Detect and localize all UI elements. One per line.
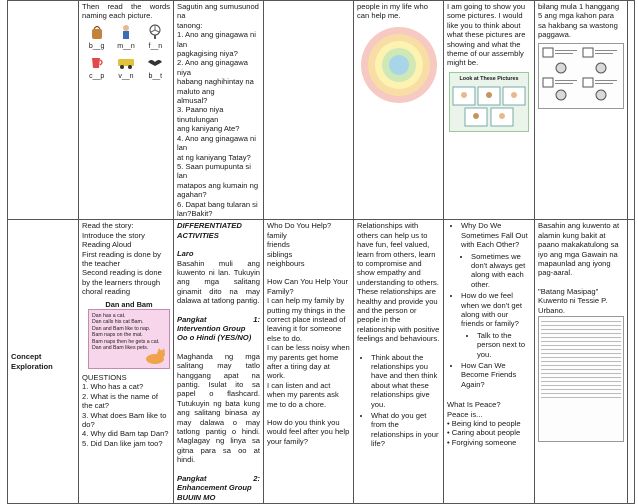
filipino-line: 6. Dapat bang tularan si (177, 199, 258, 209)
relationship-circles-diagram (359, 25, 439, 105)
group1-text: Maghanda ng mga salitang may tatlo hanggang apat na pantig. Isulat ito sa papel o flashcard. Tutukuyin ng bata kung ang salitang binasa ay may dalawa o may tatlong pantig o hindi. Maglagay ng linya sa gitna para sa oo at hindi. (177, 351, 260, 465)
worksheet-lines (541, 321, 621, 398)
intro-line: Reading Aloud (82, 240, 132, 250)
intro-instruction: Then read the words naming each picture. (82, 2, 170, 21)
word-bat: b__t (148, 73, 163, 81)
fan-picture (142, 24, 168, 51)
pictures-image-title: Look at These Pictures (459, 75, 519, 82)
story-title: Dan and Bam (105, 299, 153, 309)
list-item: • Sometimes we don't always get along with each other. (471, 252, 531, 290)
van-picture (113, 54, 139, 81)
cup-icon (89, 54, 105, 70)
filipino-cell-bottom (174, 220, 264, 504)
filipino-line: ang kaniyang Ate? (177, 124, 240, 134)
peace-is: Peace is... (447, 409, 483, 419)
intro-line: Read the story: (82, 221, 134, 231)
relationships-cell-bottom (354, 220, 444, 504)
relationships-bullets (357, 353, 440, 449)
word-cup: c__p (89, 73, 105, 81)
story-line: Bam naps on the mat. (92, 332, 143, 339)
filipino-line: 3. Paano niya tinutulungan (177, 105, 224, 124)
filipino-line: matapos ang kumain ng (177, 180, 259, 190)
who-line: I can listen and act when my parents ask me to do a chore. (267, 380, 339, 409)
filipino-line: 5. Saan pumupunta si lan (177, 161, 251, 181)
edge-cell-bottom (628, 220, 635, 504)
filipino-line: maluto ang (177, 86, 215, 96)
story-image (88, 300, 170, 369)
group2-title: Pangkat 2: Enhancement Group (177, 473, 260, 493)
who-cell-bottom (264, 220, 354, 504)
lesson-table (7, 0, 635, 504)
word-man: m__n (117, 42, 135, 50)
list-item: • How do we feel when we don't get along with our friends or family? (461, 291, 531, 329)
questions-worksheet-image (538, 316, 624, 442)
peace-list (447, 419, 531, 447)
intro-line: Second reading is done by the learners through choral reading (82, 268, 162, 297)
question-item: 5. Did Dan like jam too? (82, 438, 163, 448)
fan-icon (147, 24, 163, 40)
filipino-line: lan?Bakit? (177, 208, 213, 218)
question-item: 4. Why did Bam tap Dan? (82, 429, 169, 439)
intro-line: First reading is done by the teacher (82, 249, 161, 268)
who-line: neighbours (267, 258, 305, 268)
differentiated-heading: DIFFERENTIATED ACTIVITIES (177, 221, 242, 240)
who-line: siblings (267, 249, 293, 259)
man-picture (113, 24, 139, 51)
group2-subtitle: BUUIN MO (177, 492, 216, 502)
pictures-cell-bottom (444, 220, 535, 504)
van-icon (117, 54, 135, 70)
table-row (8, 1, 635, 220)
who-line: friends (267, 240, 290, 250)
word-pictures-row-1 (82, 24, 170, 51)
story-line: Dan calls his cat Bam. (92, 319, 144, 326)
pictures-image (449, 72, 529, 132)
filipino-line: pagkagising niya? (177, 49, 238, 59)
bat-icon (147, 54, 163, 70)
group1-title: Pangkat 1: Intervention Group (177, 314, 260, 333)
filipino-line: 4. Ano ang ginagawa ni lan (177, 133, 256, 153)
list-item: • Caring about people (447, 428, 531, 437)
question-item: 3. What does Bam like to do? (82, 410, 167, 430)
fallout-bullets (447, 221, 531, 249)
list-item: • Think about the relationships you have and then think about what these relationships give you. (371, 353, 440, 409)
man-icon (118, 24, 134, 40)
who-line: How do you think you would feel after you help your family? (267, 418, 350, 446)
who-line: Who Do You Help? (267, 221, 332, 231)
story-line: Bam naps then he gets a cat. (92, 338, 160, 345)
who-line: I can help my family by putting my things in the correct place instead of leaving it for someone else to do. (267, 296, 346, 343)
esp-cell-top (535, 1, 628, 220)
row-label-empty (8, 1, 79, 220)
list-item: • Being kind to people (447, 419, 531, 428)
bag-picture (84, 24, 110, 51)
word-pictures-row-2 (82, 54, 170, 81)
list-item: • Talk to the person next to you. (477, 331, 531, 359)
who-cell-top (264, 1, 354, 220)
story-line: Dan has a cat. (92, 313, 126, 319)
intro-line: Introduce the story (82, 230, 145, 240)
question-item: 1. Who has a cat? (82, 382, 144, 392)
intro-cell-top (79, 1, 174, 220)
section-label: Concept Exploration (8, 220, 79, 504)
bag-icon (89, 24, 105, 40)
list-item: • How Can We Become Friends Again? (461, 361, 531, 389)
who-line: family (267, 230, 287, 240)
esp-cell-bottom (535, 220, 628, 504)
steps-worksheet-image (538, 43, 624, 109)
filipino-line: at ng kaniyang Tatay? (177, 152, 251, 162)
cat-icon (144, 347, 166, 365)
who-line: I can be less noisy when my parents get home after a tiring day at work. (267, 343, 350, 381)
edge-cell-top (628, 1, 635, 220)
bat-picture (142, 54, 168, 81)
list-item: • Why Do We Sometimes Fall Out with Each Other? (461, 221, 531, 249)
story-card (88, 309, 170, 369)
who-line: How Can You Help Your Family? (267, 277, 349, 296)
esp-intro: bilang mula 1 hanggang 5 ang mga kahon para sa hakbang sa wastong paggawa. (538, 2, 620, 40)
filipino-cell-top (174, 1, 264, 220)
table-row (8, 220, 635, 504)
questions-heading: QUESTIONS (82, 373, 127, 382)
friends-again-bullets (447, 361, 531, 389)
intro-cell-bottom (79, 220, 174, 504)
group1-subtitle: Oo o Hindi (YES/NO) (177, 333, 252, 343)
filipino-line: 1. Ano ang ginagawa ni lan (177, 30, 256, 49)
word-bag: b__g (88, 42, 105, 50)
pictures-intro: I am going to show you some pictures. I would like you to think about what these pictures are showing and what the theme of our assembly might be. (447, 2, 526, 68)
question-item: 2. What is the name of the cat? (82, 391, 158, 411)
talk-sub-bullets (447, 331, 531, 359)
list-item: • What do you get from the relationships in your life? (371, 411, 440, 449)
filipino-line: almusal? (177, 96, 208, 106)
peace-question: What Is Peace? (447, 400, 501, 410)
word-fan: f__n (148, 42, 163, 50)
cup-picture (84, 54, 110, 81)
relationships-intro: people in my life who can help me. (357, 2, 428, 21)
fallout-sub-bullets (447, 252, 531, 290)
esp-story-title: "Batang Masipag" Kuwento ni Tessie P. Urbano. (538, 286, 608, 315)
laro-text: Basahin muli ang kuwento ni lan. Tukuyin ang mga salitang ginamit dito na may dalawa at tatlong pantig. (177, 258, 260, 306)
steps-illustration (541, 46, 621, 102)
relationships-text: Relationships with others can help us to have fun, feel valued, learn from others, learn to compromise and show empathy and understanding to others. These relationships are healthy and provide you and the person or people in the relationship with positive feelings and behaviours. (357, 221, 440, 344)
story-line: Dan and Bam likes pets. (92, 345, 149, 352)
feel-bullets (447, 291, 531, 329)
friends-illustration (450, 85, 528, 129)
filipino-line: tanong: (177, 20, 203, 30)
filipino-line: 2. Ano ang ginagawa niya (177, 58, 248, 77)
laro-heading: Laro (177, 249, 194, 259)
filipino-line: habang naghihintay na (177, 77, 254, 87)
relationships-cell-top (354, 1, 444, 220)
filipino-line: Sagutin ang sumusunod na (177, 2, 259, 21)
pictures-cell-top (444, 1, 535, 220)
filipino-line: agahan? (177, 190, 207, 200)
word-van: v__n (118, 73, 134, 81)
story-line: Dan and Bam like to nap. (92, 325, 151, 332)
list-item: • Forgiving someone (447, 438, 531, 447)
esp-text: Basahin ang kuwento at alamin kung bakit at paano makakatulong sa iyo ang mga Gawain na mapaunlad ang iyong pag-aaral. (538, 221, 620, 278)
